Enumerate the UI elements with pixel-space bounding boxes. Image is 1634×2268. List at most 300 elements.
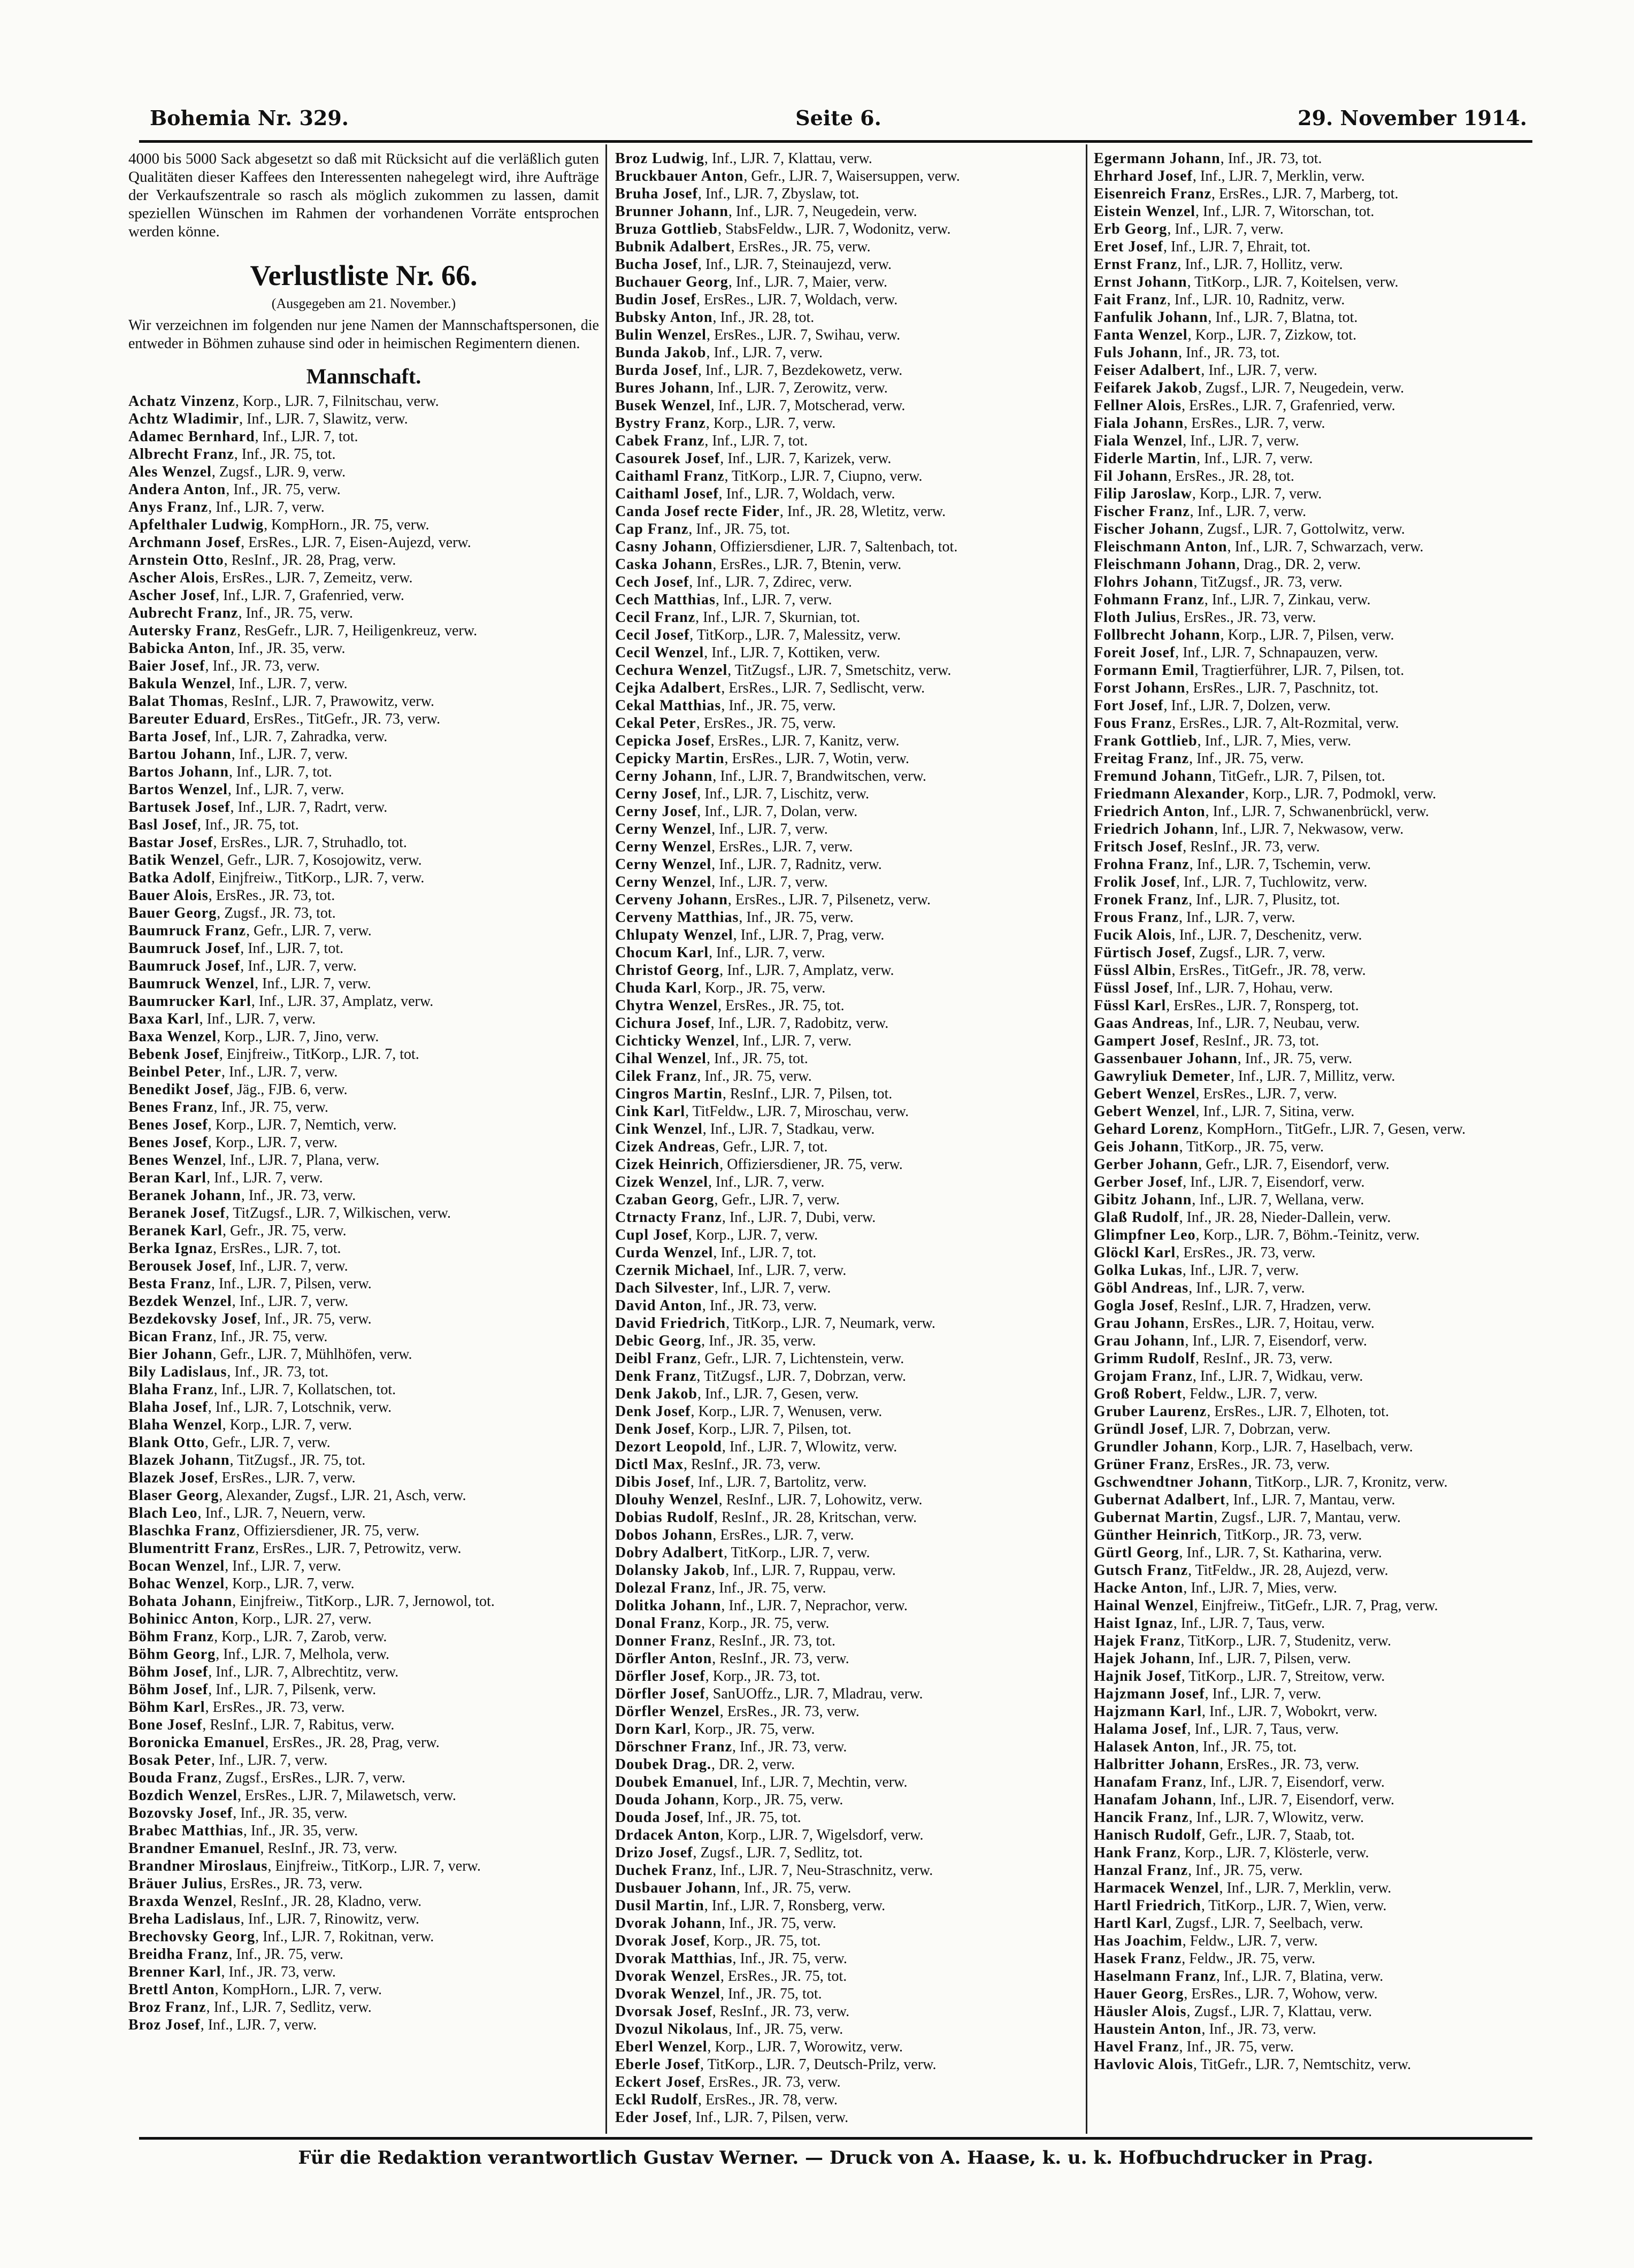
entry-details: , Zugsf., LJR. 9, verw. xyxy=(211,464,346,480)
entry-details: , TitZugsf., LJR. 7, Smetschitz, verw. xyxy=(727,662,952,679)
entry-details: , Korp., LJR. 7, Haselbach, verw. xyxy=(1213,1439,1413,1455)
entry-details: , Korp., LJR. 7, verw. xyxy=(705,415,836,432)
list-item xyxy=(615,750,1086,767)
entry-name: Gassenbauer Johann xyxy=(1094,1050,1238,1067)
entry-details: , Gefr., LJR. 7, verw. xyxy=(205,1434,331,1451)
list-item xyxy=(1094,856,1564,873)
list-item xyxy=(1094,750,1564,767)
list-item xyxy=(1094,150,1564,167)
entry-details: , Inf., LJR. 7, Pilsenk, verw. xyxy=(208,1681,377,1698)
entry-details: , Inf., LJR. 7, Hohau, verw. xyxy=(1169,980,1333,996)
list-item xyxy=(1094,803,1564,820)
list-item xyxy=(128,922,599,940)
footer-rule xyxy=(139,2137,1532,2140)
entry-name: Duchek Franz xyxy=(615,1862,713,1879)
entry-details: , Inf., LJR. 7, verw. xyxy=(1196,450,1313,467)
entry-name: Fellner Alois xyxy=(1094,397,1182,414)
list-item xyxy=(128,904,599,922)
entry-details: , TitZugsf., LJR. 7, Wilkischen, verw. xyxy=(225,1205,451,1221)
list-item xyxy=(1094,1773,1564,1791)
list-item xyxy=(615,1067,1086,1085)
entry-details: , ErsRes., JR. 75, verw. xyxy=(696,715,836,732)
entry-name: Böhm Georg xyxy=(128,1646,216,1663)
entry-name: Bubnik Adalbert xyxy=(615,239,731,255)
list-item xyxy=(128,1204,599,1222)
entry-details: , ResInf., JR. 73, tot. xyxy=(711,1633,836,1649)
entry-name: Cerny Wenzel xyxy=(615,856,712,873)
list-item xyxy=(615,1632,1086,1650)
list-item xyxy=(1094,1509,1564,1526)
list-item xyxy=(1094,767,1564,785)
list-item xyxy=(1094,573,1564,591)
entry-name: Batka Adolf xyxy=(128,870,211,886)
list-item xyxy=(1094,432,1564,450)
entry-name: Douda Johann xyxy=(615,1792,716,1808)
entry-name: Bohata Johann xyxy=(128,1593,233,1610)
entry-name: Hacke Anton xyxy=(1094,1580,1184,1596)
column-1 xyxy=(128,150,599,2128)
entry-details: , Korp., JR. 73, tot. xyxy=(705,1668,820,1685)
column-divider xyxy=(605,144,607,2134)
entry-name: Hajzmann Josef xyxy=(1094,1686,1205,1702)
entry-details: , Inf., LJR. 7, Wellana, verw. xyxy=(1192,1191,1364,1208)
entry-details: , Inf., JR. 73, verw. xyxy=(221,1964,336,1980)
list-item xyxy=(1094,1156,1564,1173)
entry-name: Grojam Franz xyxy=(1094,1368,1193,1385)
list-item xyxy=(1094,1756,1564,1773)
list-item xyxy=(615,1826,1086,1844)
entry-details: , Inf., LJR. 7, Merklin, verw. xyxy=(1192,168,1365,184)
entry-name: Barta Josef xyxy=(128,728,208,745)
entry-details: , Korp., LJR. 7, Zarob, verw. xyxy=(214,1628,387,1645)
entry-name: Breha Ladislaus xyxy=(128,1911,241,1927)
entry-details: , Inf., LJR. 7, Neubau, verw. xyxy=(1189,1015,1360,1032)
entry-details: , Inf., LJR. 7, Eisendorf, verw. xyxy=(1185,1333,1367,1349)
entry-details: , Inf., JR. 28, Wletitz, verw. xyxy=(779,503,946,520)
entry-details: , Inf., LJR. 7, Wlowitz, verw. xyxy=(1188,1809,1364,1826)
list-item xyxy=(1094,238,1564,256)
entry-details: , Offiziersdiener, LJR. 7, Saltenbach, tot. xyxy=(712,539,958,555)
entry-details: , TitZugsf., LJR. 7, Dobrzan, verw. xyxy=(696,1368,907,1385)
list-item xyxy=(615,1403,1086,1420)
entry-name: Blank Otto xyxy=(128,1434,205,1451)
list-item xyxy=(615,997,1086,1014)
entry-details: , Inf., JR. 75, verw. xyxy=(238,605,353,621)
entry-name: Gerber Johann xyxy=(1094,1156,1199,1173)
entry-name: Grundler Johann xyxy=(1094,1439,1214,1455)
entry-details: , TitKorp., LJR. 7, Wien, verw. xyxy=(1201,1897,1387,1914)
casualty-list xyxy=(615,150,1086,2126)
entry-details: , SanUOffz., LJR. 7, Mladrau, verw. xyxy=(705,1686,923,1702)
list-item xyxy=(1094,538,1564,556)
entry-name: Cecil Franz xyxy=(615,609,696,626)
list-item xyxy=(128,728,599,745)
list-item xyxy=(128,1310,599,1328)
entry-details: , TitKorp., LJR. 7, Streitow, verw. xyxy=(1181,1668,1385,1685)
list-item xyxy=(615,1614,1086,1632)
intro-paragraph: 4000 bis 5000 Sack abgesetzt so daß mit Rücksicht auf die verläßlich guten Qualitäten dieser Kaffees den Interessenten nahegelegt wird, ihre Aufträge der Verkaufszentrale so rasch als möglich zukommen zu lassen, damit speziellen Wünschen im Rahmen der vorhandenen Vorräte entsprochen werden könne. xyxy=(128,150,599,240)
list-item xyxy=(128,551,599,569)
entry-details: , Inf., LJR. 7, Dolzen, verw. xyxy=(1163,697,1331,714)
entry-name: Dezort Leopold xyxy=(615,1439,722,1455)
list-item xyxy=(615,2038,1086,2056)
list-item xyxy=(128,1257,599,1275)
entry-details: , TitKorp., JR. 75, verw. xyxy=(1179,1139,1324,1155)
list-item xyxy=(1094,909,1564,926)
entry-name: Göbl Andreas xyxy=(1094,1280,1189,1296)
entry-details: , Inf., LJR. 7, Brandwitschen, verw. xyxy=(712,768,926,785)
entry-name: Gutsch Franz xyxy=(1094,1562,1188,1579)
entry-name: Dobias Rudolf xyxy=(615,1509,714,1526)
entry-details: , Inf., JR. 73, verw. xyxy=(1201,2021,1316,2038)
entry-details: , Inf., LJR. 7, verw. xyxy=(232,1258,348,1274)
entry-details: , Inf., JR. 75, verw. xyxy=(226,481,341,498)
list-item xyxy=(128,1804,599,1822)
entry-name: Cizek Andreas xyxy=(615,1139,716,1155)
entry-details: , Inf., LJR. 7, verw. xyxy=(711,874,828,890)
list-item xyxy=(615,1191,1086,1209)
entry-details: , ErsRes., LJR. 7, Ronsperg, tot. xyxy=(1166,997,1359,1014)
list-item xyxy=(1094,397,1564,414)
entry-name: Benes Josef xyxy=(128,1134,208,1151)
entry-details: , TitKorp., LJR. 7, Ciupno, verw. xyxy=(724,468,923,485)
entry-details: , TitZugsf., JR. 73, verw. xyxy=(1193,574,1343,590)
entry-details: , Korp., LJR. 7, Podmokl, verw. xyxy=(1245,786,1437,802)
entry-details: , Inf., JR. 73, verw. xyxy=(702,1297,817,1314)
entry-details: , Inf., LJR. 7, Dubi, verw. xyxy=(722,1209,876,1226)
list-item xyxy=(128,816,599,834)
list-item xyxy=(128,1822,599,1840)
entry-name: Eder Josef xyxy=(615,2109,688,2126)
entry-details: , Inf., LJR. 7, verw. xyxy=(1183,433,1299,449)
entry-name: Dörfler Josef xyxy=(615,1686,705,1702)
list-item xyxy=(615,238,1086,256)
entry-name: Gründl Josef xyxy=(1094,1421,1184,1437)
list-item xyxy=(615,909,1086,926)
entry-name: Blaser Georg xyxy=(128,1487,219,1504)
list-item xyxy=(1094,1367,1564,1385)
entry-name: Grau Johann xyxy=(1094,1315,1185,1332)
entry-name: Hauer Georg xyxy=(1094,1986,1184,2002)
entry-details: , Inf., LJR. 7, verw. xyxy=(227,781,344,798)
entry-details: , ErsRes., JR. 73, verw. xyxy=(223,1875,363,1892)
entry-name: Hasek Franz xyxy=(1094,1950,1182,1967)
entry-name: Bezdek Wenzel xyxy=(128,1293,232,1310)
entry-name: Bruckbauer Anton xyxy=(615,168,744,184)
entry-name: Fischer Franz xyxy=(1094,503,1190,520)
list-item xyxy=(128,1698,599,1716)
list-item xyxy=(1094,1438,1564,1456)
entry-name: Cupl Josef xyxy=(615,1227,688,1243)
entry-details: , Inf., LJR. 7, Dolan, verw. xyxy=(697,803,858,820)
entry-name: Dibis Josef xyxy=(615,1474,691,1490)
entry-details: , TitKorp., LJR. 7, Malessitz, verw. xyxy=(689,627,901,643)
entry-name: Cihal Wenzel xyxy=(615,1050,707,1067)
list-item xyxy=(615,150,1086,167)
list-item xyxy=(128,534,599,551)
entry-name: Dobos Johann xyxy=(615,1527,713,1543)
entry-details: , Zugsf., LJR. 7, Neugedein, verw. xyxy=(1198,380,1405,396)
list-item xyxy=(128,781,599,798)
entry-details: , ErsRes., LJR. 7, Sedlischt, verw. xyxy=(721,680,925,696)
entry-name: Bone Josef xyxy=(128,1717,203,1733)
entry-name: Arnstein Otto xyxy=(128,552,224,568)
list-item xyxy=(1094,1456,1564,1473)
list-item xyxy=(615,1367,1086,1385)
entry-name: Benes Franz xyxy=(128,1099,214,1116)
list-item xyxy=(1094,1562,1564,1579)
entry-details: , Zugsf., LJR. 7, Seelbach, verw. xyxy=(1168,1915,1363,1932)
entry-name: Gerber Josef xyxy=(1094,1174,1183,1190)
entry-details: , KompHorn., JR. 75, verw. xyxy=(264,517,429,533)
list-item xyxy=(1094,1032,1564,1050)
list-item xyxy=(1094,485,1564,503)
list-item xyxy=(128,1857,599,1875)
entry-details: , StabsFeldw., LJR. 7, Wodonitz, verw. xyxy=(718,221,951,237)
entry-details: , Korp., LJR. 7, Klösterle, verw. xyxy=(1177,1844,1369,1861)
list-item xyxy=(615,2109,1086,2126)
entry-details: , Inf., LJR. 7, Zerowitz, verw. xyxy=(710,380,888,396)
entry-details: , Inf., LJR. 7, Mies, verw. xyxy=(1183,1580,1337,1596)
entry-details: , TitKorp., LJR. 7, Deutsch-Prilz, verw. xyxy=(700,2056,937,2073)
list-item xyxy=(615,873,1086,891)
entry-name: Bucha Josef xyxy=(615,256,698,273)
list-item xyxy=(615,1438,1086,1456)
list-item xyxy=(128,975,599,993)
list-item xyxy=(1094,926,1564,944)
entry-details: , Inf., LJR. 7, Sedlitz, verw. xyxy=(206,1999,372,2016)
entry-name: Bruha Josef xyxy=(615,186,698,202)
entry-name: Frous Franz xyxy=(1094,909,1179,926)
list-item xyxy=(1094,1915,1564,1932)
entry-name: Böhm Karl xyxy=(128,1699,205,1716)
entry-name: Ehrhard Josef xyxy=(1094,168,1193,184)
entry-name: Glimpfner Leo xyxy=(1094,1227,1196,1243)
entry-name: Halasek Anton xyxy=(1094,1739,1195,1755)
entry-details: , Inf., LJR. 7, verw. xyxy=(709,944,825,961)
entry-details: , ResInf., LJR. 7, Lohowitz, verw. xyxy=(718,1492,923,1508)
list-item xyxy=(128,1610,599,1628)
entry-name: Caithaml Franz xyxy=(615,468,725,485)
list-item xyxy=(1094,1809,1564,1826)
entry-name: Cilek Franz xyxy=(615,1068,697,1085)
list-item xyxy=(128,1875,599,1893)
entry-name: Eckl Rudolf xyxy=(615,2092,698,2108)
entry-details: , Inf., JR. 35, verw. xyxy=(243,1823,358,1839)
entry-name: Gehard Lorenz xyxy=(1094,1121,1199,1137)
entry-details: , TitKorp., LJR. 7, Neumark, verw. xyxy=(726,1315,935,1332)
entry-name: Balat Thomas xyxy=(128,693,224,710)
list-item xyxy=(615,785,1086,803)
list-item xyxy=(615,1032,1086,1050)
entry-details: , Inf., LJR. 7, verw. xyxy=(1188,1280,1305,1296)
list-item xyxy=(128,622,599,640)
entry-details: , Korp., JR. 75, verw. xyxy=(701,1615,830,1632)
list-item xyxy=(615,1456,1086,1473)
list-item xyxy=(1094,326,1564,344)
entry-details: , Korp., LJR. 7, Pilsen, tot. xyxy=(691,1421,851,1437)
entry-details: , Inf., JR. 75, verw. xyxy=(1179,2039,1294,2055)
list-item xyxy=(128,2016,599,2034)
entry-name: Cejka Adalbert xyxy=(615,680,722,696)
entry-details: , Inf., JR. 75, verw. xyxy=(213,1328,328,1345)
list-item xyxy=(128,1363,599,1381)
entry-name: Cerny Wenzel xyxy=(615,821,712,837)
entry-name: Caska Johann xyxy=(615,556,713,573)
entry-name: Blumentritt Franz xyxy=(128,1540,256,1557)
entry-details: , ErsRes., LJR. 7, Kanitz, verw. xyxy=(710,733,900,749)
list-item xyxy=(128,657,599,675)
entry-name: Batik Wenzel xyxy=(128,852,220,868)
entry-details: , Inf., LJR. 7, verw. xyxy=(231,675,348,692)
entry-name: Czernik Michael xyxy=(615,1262,730,1279)
entry-name: Häusler Alois xyxy=(1094,2003,1187,2020)
entry-details: , Inf., LJR. 7, Stadkau, verw. xyxy=(702,1121,875,1137)
list-item xyxy=(1094,697,1564,714)
list-item xyxy=(1094,609,1564,626)
list-item xyxy=(1094,1350,1564,1367)
entry-details: , ResInf., LJR. 7, Rabitus, verw. xyxy=(202,1717,395,1733)
entry-name: Broz Josef xyxy=(128,2017,201,2033)
section-subhead: Mannschaft. xyxy=(306,364,421,388)
entry-name: Dörfler Wenzel xyxy=(615,1703,720,1720)
entry-name: Blazek Josef xyxy=(128,1470,214,1486)
entry-details: , Zugsf., LJR. 7, Gottolwitz, verw. xyxy=(1199,521,1405,537)
entry-name: Bulin Wenzel xyxy=(615,327,707,343)
list-item xyxy=(1094,2003,1564,2020)
entry-name: Havel Franz xyxy=(1094,2039,1179,2055)
list-item xyxy=(1094,1791,1564,1809)
entry-name: Brunner Johann xyxy=(615,203,728,220)
entry-details: , ResInf., JR. 73, verw. xyxy=(712,1650,849,1667)
entry-details: , ErsRes., TitGefr., JR. 73, verw. xyxy=(246,711,441,727)
entry-name: Ernst Johann xyxy=(1094,274,1187,290)
entry-name: Blazek Johann xyxy=(128,1452,230,1469)
entry-name: Dlouhy Wenzel xyxy=(615,1492,719,1508)
entry-name: Glöckl Karl xyxy=(1094,1244,1176,1261)
entry-details: , Inf., LJR. 7, Tuchlowitz, verw. xyxy=(1176,874,1368,890)
list-item xyxy=(128,1381,599,1398)
list-item xyxy=(1094,1526,1564,1544)
entry-details: , Korp., LJR. 7, verw. xyxy=(208,1134,338,1151)
entry-details: , Inf., LJR. 7, Pilsen, verw. xyxy=(211,1275,372,1292)
entry-name: Fohmann Franz xyxy=(1094,591,1205,608)
entry-name: Füssl Karl xyxy=(1094,997,1167,1014)
entry-name: Cerveny Matthias xyxy=(615,909,739,926)
entry-details: , Inf., LJR. 7, verw. xyxy=(208,499,325,516)
list-item xyxy=(1094,732,1564,750)
entry-details: , Inf., JR. 75, tot. xyxy=(706,1050,808,1067)
entry-details: , ErsRes., LJR. 7, Alt-Rozmital, verw. xyxy=(1172,715,1399,732)
entry-name: Gawryliuk Demeter xyxy=(1094,1068,1231,1085)
list-item xyxy=(615,1385,1086,1403)
entry-name: Gaas Andreas xyxy=(1094,1015,1190,1032)
entry-name: Ascher Alois xyxy=(128,570,215,586)
entry-name: Bouda Franz xyxy=(128,1770,218,1786)
entry-details: , Inf., LJR. 7, verw. xyxy=(1205,1686,1322,1702)
entry-name: Fuls Johann xyxy=(1094,344,1179,361)
list-item xyxy=(1094,1844,1564,1862)
entry-details: , Inf., LJR. 7, verw. xyxy=(715,591,832,608)
entry-name: Fürtisch Josef xyxy=(1094,944,1192,961)
entry-details: , Gefr., LJR. 7, Waisersuppen, verw. xyxy=(743,168,960,184)
list-item xyxy=(1094,838,1564,856)
entry-name: Fous Franz xyxy=(1094,715,1172,732)
entry-name: Bystry Franz xyxy=(615,415,706,432)
list-item xyxy=(615,662,1086,679)
entry-name: Berka Ignaz xyxy=(128,1240,213,1257)
entry-name: Deibl Franz xyxy=(615,1350,697,1367)
list-item xyxy=(1094,1297,1564,1314)
list-item xyxy=(615,979,1086,997)
entry-name: Dusbauer Johann xyxy=(615,1880,737,1896)
entry-details: , ResInf., JR. 73, tot. xyxy=(1195,1033,1320,1049)
list-item xyxy=(128,798,599,816)
list-item xyxy=(128,1928,599,1946)
list-item xyxy=(128,428,599,445)
entry-name: Basl Josef xyxy=(128,817,197,833)
list-item xyxy=(615,1844,1086,1862)
entry-details: , Inf., JR. 35, verw. xyxy=(701,1333,816,1349)
entry-name: Hanzal Franz xyxy=(1094,1862,1188,1879)
list-item xyxy=(615,856,1086,873)
list-item xyxy=(615,1791,1086,1809)
entry-name: Haist Ignaz xyxy=(1094,1615,1173,1632)
entry-details: , ErsRes., LJR. 7, Marberg, tot. xyxy=(1211,186,1399,202)
entry-name: Achtz Wladimir xyxy=(128,411,240,427)
entry-name: Baumruck Josef xyxy=(128,940,241,957)
entry-details: , Inf., LJR. 7, Wlowitz, verw. xyxy=(722,1439,897,1455)
entry-name: Fremund Johann xyxy=(1094,768,1213,785)
list-item xyxy=(128,1751,599,1769)
entry-details: , Inf., LJR. 7, Klattau, verw. xyxy=(704,150,872,167)
entry-details: , Inf., LJR. 7, Nekwasow, verw. xyxy=(1214,821,1404,837)
entry-details: , Inf., LJR. 7, Zahradka, verw. xyxy=(207,728,388,745)
list-item xyxy=(1094,503,1564,520)
entry-name: Busek Wenzel xyxy=(615,397,711,414)
list-item xyxy=(1094,891,1564,909)
entry-name: Cap Franz xyxy=(615,521,689,537)
entry-name: Hanafam Johann xyxy=(1094,1792,1213,1808)
entry-name: Hank Franz xyxy=(1094,1844,1177,1861)
entry-name: Cerny Wenzel xyxy=(615,839,712,855)
entry-name: Bozdich Wenzel xyxy=(128,1787,238,1804)
entry-name: Bartusek Josef xyxy=(128,799,231,816)
list-item xyxy=(1094,1967,1564,1985)
entry-details: , Inf., LJR. 7, Amplatz, verw. xyxy=(719,962,894,979)
list-item xyxy=(128,498,599,516)
list-item xyxy=(615,291,1086,309)
entry-details: , Inf., LJR. 7, Rinowitz, verw. xyxy=(240,1911,419,1927)
entry-name: Cink Karl xyxy=(615,1103,686,1120)
entry-details: , Korp., LJR. 7, Wenusen, verw. xyxy=(691,1403,883,1420)
list-item xyxy=(1094,1985,1564,2003)
entry-details: , Inf., JR. 75, verw. xyxy=(257,1311,372,1327)
list-item xyxy=(1094,1738,1564,1756)
list-item xyxy=(128,763,599,781)
list-item xyxy=(1094,1050,1564,1067)
entry-details: , ResGefr., LJR. 7, Heiligenkreuz, verw. xyxy=(236,622,478,639)
entry-details: , ResInf., JR. 73, verw. xyxy=(260,1840,397,1857)
entry-details: , ResInf., LJR. 7, Pilsen, tot. xyxy=(722,1086,893,1102)
list-item xyxy=(1094,1473,1564,1491)
entry-name: Douda Josef xyxy=(615,1809,700,1826)
entry-details: , Inf., LJR. 7, Albrechtitz, verw. xyxy=(208,1664,399,1680)
list-item xyxy=(128,1787,599,1804)
entry-details: , Inf., LJR. 7, Plana, verw. xyxy=(222,1152,380,1168)
entry-name: Dorn Karl xyxy=(615,1721,687,1737)
entry-details: , Gefr., LJR. 7, verw. xyxy=(246,922,372,939)
